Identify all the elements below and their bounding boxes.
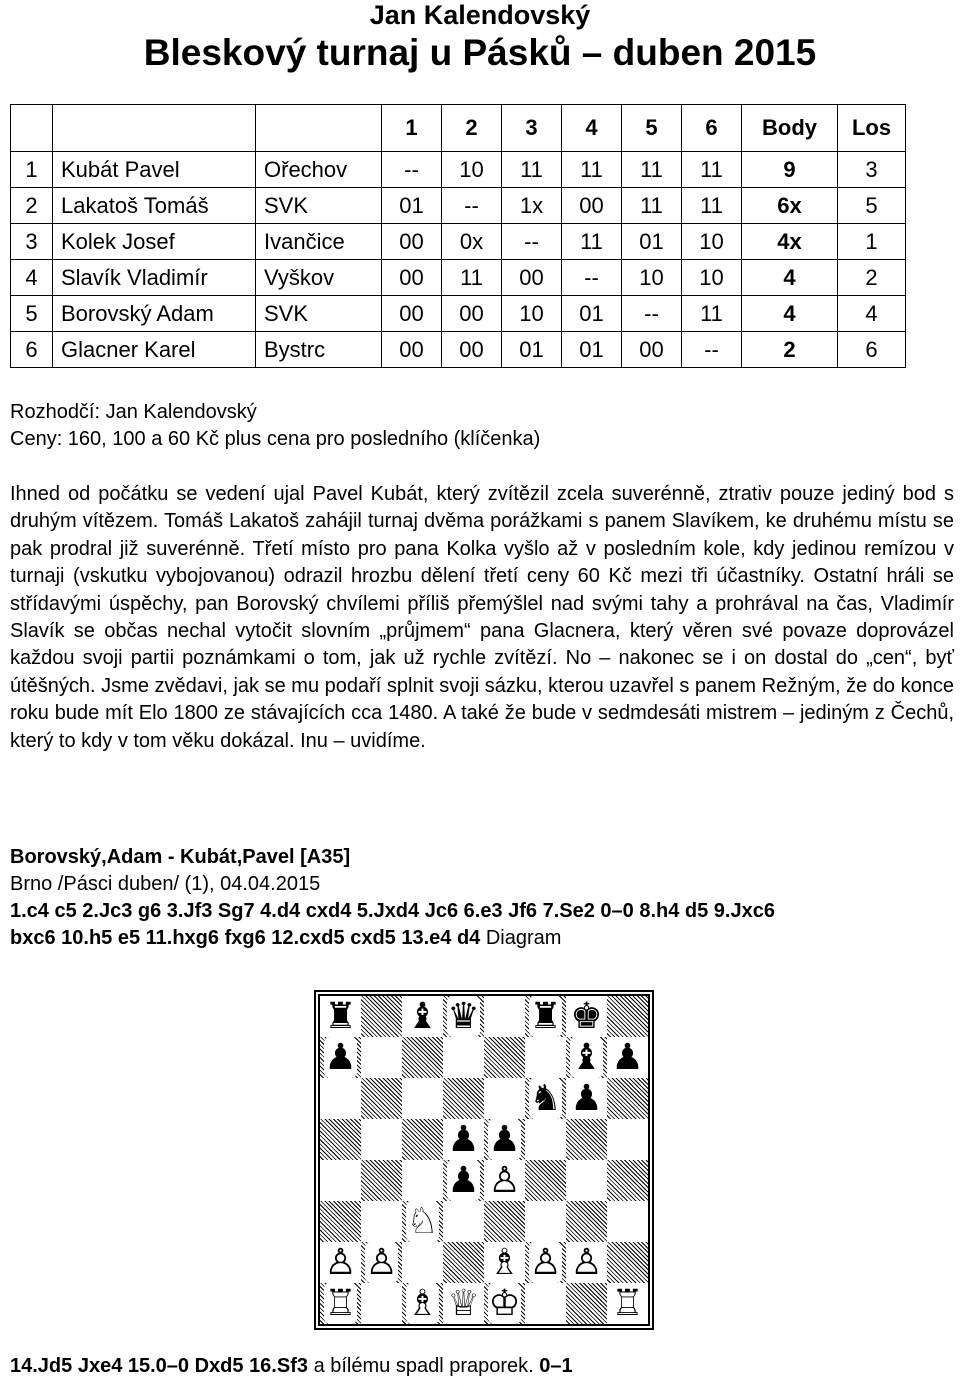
result-cell: 00 [562,188,622,224]
light-square [402,1242,443,1283]
club-cell: Ivančice [256,224,382,260]
light-square [361,1283,402,1324]
black-bishop-icon [402,996,443,1037]
club-cell: Vyškov [256,260,382,296]
white-queen-icon [443,1283,484,1324]
piece-glyph: ♙ [529,1242,562,1283]
header-cell [53,105,256,152]
page-title: Bleskový turnaj u Pásků – duben 2015 [143,32,817,73]
black-knight-icon [525,1078,566,1119]
light-square [402,1078,443,1119]
light-square [484,1078,525,1119]
crosstable-header-row [11,105,906,152]
points-cell: 9 [742,152,838,188]
points-cell: 4x [742,224,838,260]
draw-number-cell: 4 [838,296,906,332]
black-pawn-icon [484,1119,525,1160]
game-players: Borovský,Adam - Kubát,Pavel [A35] [10,846,351,868]
dark-square [566,1119,607,1160]
draw-number-cell: 3 [838,152,906,188]
moves-after: 14.Jd5 Jxe4 15.0–0 Dxd5 16.Sf3 [10,1355,308,1377]
header-cell [11,105,53,152]
black-rook-icon [525,996,566,1037]
result-cell: 00 [442,296,502,332]
result-cell: 11 [442,260,502,296]
black-bishop-icon [566,1037,607,1078]
piece-glyph: ♟ [570,1078,603,1119]
piece-glyph: ♜ [529,996,562,1037]
diagram-label: Diagram [485,927,562,949]
black-pawn-icon [607,1037,648,1078]
table-row [11,296,906,332]
light-square [320,1160,361,1201]
piece-glyph: ♕ [447,1283,480,1324]
result-cell: 11 [622,188,682,224]
move-comment: a bílému spadl praporek. [313,1355,534,1377]
game-event: Brno /Pásci duben/ (1), 04.04.2015 [10,873,321,895]
rank-cell: 1 [11,152,53,188]
rank-cell: 3 [11,224,53,260]
piece-glyph: ♞ [529,1078,562,1119]
piece-glyph: ♙ [324,1242,357,1283]
piece-glyph: ♜ [324,996,357,1037]
club-cell: Ořechov [256,152,382,188]
header-cell: 4 [562,105,622,152]
dark-square [607,1078,648,1119]
result-cell: 11 [502,152,562,188]
result-cell: 01 [562,296,622,332]
piece-glyph: ♟ [447,1160,480,1201]
light-square [443,1037,484,1078]
piece-glyph: ♛ [447,996,480,1037]
result-cell: 00 [442,332,502,368]
piece-glyph: ♙ [570,1242,603,1283]
white-bishop-icon [484,1242,525,1283]
draw-number-cell: 6 [838,332,906,368]
result-cell: 11 [562,152,622,188]
light-square [443,1201,484,1242]
light-square [402,1160,443,1201]
piece-glyph: ♗ [406,1283,439,1324]
black-queen-icon [443,996,484,1037]
crosstable [10,104,906,368]
dark-square [607,996,648,1037]
piece-glyph: ♚ [570,996,603,1037]
player-name-cell: Glacner Karel [53,332,256,368]
result-cell: 10 [682,260,742,296]
result-cell: -- [382,152,442,188]
prizes-line: Ceny: 160, 100 a 60 Kč plus cena pro posledního (klíčenka) [10,428,541,450]
dark-square [320,1119,361,1160]
dark-square [566,1201,607,1242]
chess-diagram [318,994,650,1326]
black-king-icon [566,996,607,1037]
draw-number-cell: 2 [838,260,906,296]
result-cell: 01 [562,332,622,368]
result-cell: 10 [442,152,502,188]
piece-glyph: ♟ [324,1037,357,1078]
white-pawn-icon [525,1242,566,1283]
piece-glyph: ♟ [611,1037,644,1078]
piece-glyph: ♔ [488,1283,521,1324]
game-result: 0–1 [539,1355,573,1377]
piece-glyph: ♘ [406,1201,439,1242]
light-square [484,996,525,1037]
light-square [361,1119,402,1160]
light-square [525,1037,566,1078]
light-square [525,1283,566,1324]
player-name-cell: Lakatoš Tomáš [53,188,256,224]
result-cell: 01 [502,332,562,368]
result-cell: 00 [622,332,682,368]
points-cell: 6x [742,188,838,224]
result-cell: 1x [502,188,562,224]
table-row [11,152,906,188]
result-cell: 00 [502,260,562,296]
result-cell: -- [622,296,682,332]
piece-glyph: ♟ [447,1119,480,1160]
light-square [525,1201,566,1242]
result-cell: -- [682,332,742,368]
piece-glyph: ♖ [611,1283,644,1324]
piece-glyph: ♝ [570,1037,603,1078]
dark-square [361,1078,402,1119]
result-cell: -- [562,260,622,296]
player-name-cell: Kolek Josef [53,224,256,260]
referee-line: Rozhodčí: Jan Kalendovský [10,401,257,423]
header-cell: 2 [442,105,502,152]
dark-square [443,1078,484,1119]
result-cell: 11 [682,188,742,224]
table-row [11,260,906,296]
result-cell: 01 [382,188,442,224]
light-square [361,1201,402,1242]
player-name-cell: Slavík Vladimír [53,260,256,296]
header-cell: Los [838,105,906,152]
dark-square [607,1160,648,1201]
draw-number-cell: 1 [838,224,906,260]
dark-square [320,1201,361,1242]
dark-square [525,1160,566,1201]
header-cell: Body [742,105,838,152]
header-cell: 1 [382,105,442,152]
dark-square [484,1037,525,1078]
result-cell: 00 [382,224,442,260]
result-cell: 11 [562,224,622,260]
piece-glyph: ♗ [488,1242,521,1283]
game-moves-line2 [10,925,960,952]
result-cell: 01 [622,224,682,260]
club-cell: SVK [256,188,382,224]
moves-text: bxc6 10.h5 e5 11.hxg6 fxg6 12.cxd5 cxd5 13.e4 d4 [10,927,481,949]
white-rook-icon [607,1283,648,1324]
dark-square [361,1160,402,1201]
result-cell: 11 [682,152,742,188]
light-square [361,1037,402,1078]
header-cell: 3 [502,105,562,152]
white-pawn-icon [484,1160,525,1201]
light-square [525,1119,566,1160]
table-row [11,188,906,224]
rank-cell: 5 [11,296,53,332]
rank-cell: 6 [11,332,53,368]
white-pawn-icon [566,1242,607,1283]
dark-square [607,1242,648,1283]
header-cell: 5 [622,105,682,152]
points-cell: 2 [742,332,838,368]
piece-glyph: ♙ [365,1242,398,1283]
white-pawn-icon [361,1242,402,1283]
light-square [320,1078,361,1119]
result-cell: 11 [682,296,742,332]
dark-square [566,1283,607,1324]
result-cell: -- [502,224,562,260]
white-rook-icon [320,1283,361,1324]
result-cell: 00 [382,260,442,296]
result-cell: 00 [382,332,442,368]
header-cell: 6 [682,105,742,152]
dark-square [361,996,402,1037]
rank-cell: 2 [11,188,53,224]
rank-cell: 4 [11,260,53,296]
piece-glyph: ♖ [324,1283,357,1324]
dark-square [443,1242,484,1283]
black-pawn-icon [443,1160,484,1201]
result-cell: 10 [502,296,562,332]
club-cell: SVK [256,296,382,332]
black-rook-icon [320,996,361,1037]
player-name-cell: Borovský Adam [53,296,256,332]
game-moves-line1: 1.c4 c5 2.Jc3 g6 3.Jf3 Sg7 4.d4 cxd4 5.Jxd4 Jc6 6.e3 Jf6 7.Se2 0–0 8.h4 d5 9.Jxc6 [10,900,775,922]
dark-square [484,1201,525,1242]
dark-square [402,1037,443,1078]
piece-glyph: ♟ [488,1119,521,1160]
table-row [11,332,906,368]
table-row [11,224,906,260]
piece-glyph: ♙ [488,1160,521,1201]
points-cell: 4 [742,260,838,296]
result-cell: 0x [442,224,502,260]
result-cell: 10 [682,224,742,260]
white-pawn-icon [320,1242,361,1283]
header-cell [256,105,382,152]
black-pawn-icon [443,1119,484,1160]
light-square [607,1201,648,1242]
light-square [566,1160,607,1201]
author-heading: Jan Kalendovský [369,0,591,30]
result-cell: -- [442,188,502,224]
result-cell: 00 [382,296,442,332]
white-bishop-icon [402,1283,443,1324]
piece-glyph: ♝ [406,996,439,1037]
points-cell: 4 [742,296,838,332]
white-king-icon [484,1283,525,1324]
result-cell: 10 [622,260,682,296]
player-name-cell: Kubát Pavel [53,152,256,188]
black-pawn-icon [566,1078,607,1119]
white-knight-icon [402,1201,443,1242]
draw-number-cell: 5 [838,188,906,224]
result-cell: 11 [622,152,682,188]
light-square [607,1119,648,1160]
game-moves-final [10,1353,960,1380]
dark-square [402,1119,443,1160]
black-pawn-icon [320,1037,361,1078]
tournament-report: Ihned od počátku se vedení ujal Pavel Kubát, který zvítězil zcela suverénně, ztrativ pouze jediný bod s druhým vítězem. Tomáš Lakatoš zahájil turnaj dvěma porážkami s panem Slavíkem, ke druhému místu se pak prodral již suverénně. Třetí místo pro pana Kolka vyšlo až v posledním kole, kdy jedinou remízou v turnaji (vskutku vybojovanou) odrazil hrozbu dělení třetí ceny 60 Kč mezi tři účastníky. Ostatní hráli se střídavými úspěchy, pan Borovský chvílemi příliš přemýšlel nad svými tahy a prohrával na čas, Vladimír Slavík se občas nechal vytočit slovním „průjmem“ pana Glacnera, který věren své povaze doprovázel každou svoji partii poznámkami o tom, jak už rychle zvítězí. No – nakonec se i on dostal do „cen“, byť útěšných. Jsme zvědavi, jak se mu podaří splnit svoji sázku, kterou uzavřel s panem Režným, že do konce roku bude mít Elo 1800 ze stávajících cca 1480. A také že bude v sedmdesáti mistrem – jediným z Čechů, který to kdy v tom věku dokázal. Inu – uvidíme. [10,483,954,752]
club-cell: Bystrc [256,332,382,368]
